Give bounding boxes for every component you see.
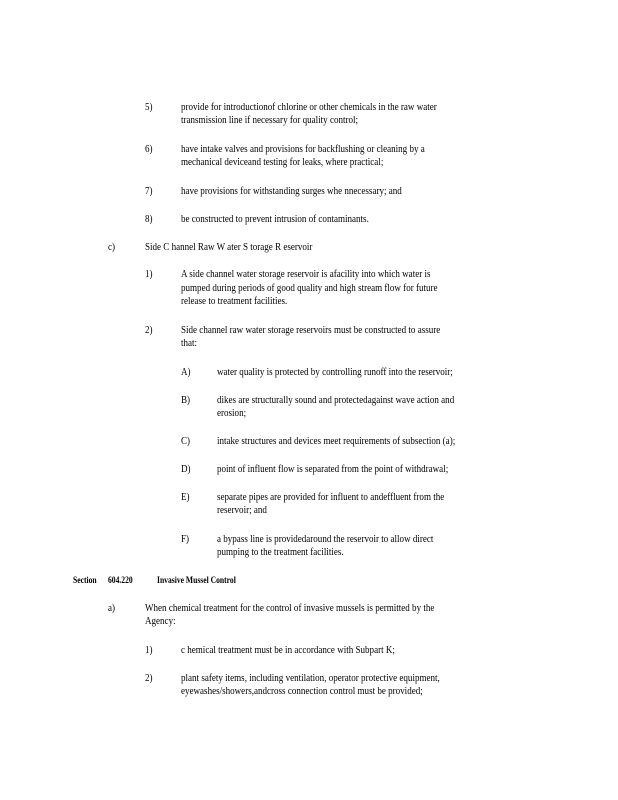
list-number: 1): [145, 645, 153, 656]
list-item-text: Side channel raw water storage reservoirs must be constructed to assure: [181, 325, 441, 336]
subsection-title: Side C hannel Raw W ater S torage R eservoir: [145, 242, 313, 253]
list-item-text: have intake valves and provisions for backflushing or cleaning by a: [181, 144, 425, 155]
sub-item-text: dikes are structurally sound and protectedagainst wave action and: [217, 395, 455, 406]
sub-item-text: reservoir; and: [217, 505, 267, 516]
sub-item-text: point of influent flow is separated from the point of withdrawal;: [217, 464, 449, 475]
list-item-text: provide for introductionof chlorine or other chemicals in the raw water: [181, 102, 437, 113]
section-title: Invasive Mussel Control: [157, 576, 236, 586]
sub-item-text: a bypass line is providedaround the reservoir to allow direct: [217, 534, 434, 545]
list-item-text: have provisions for withstanding surges whe nnecessary; and: [181, 186, 402, 197]
section-label: Section: [73, 576, 97, 586]
list-item-text: that:: [181, 338, 198, 349]
list-number: 2): [145, 673, 153, 684]
list-number: 1): [145, 269, 153, 280]
list-item-text: be constructed to prevent intrusion of contaminants.: [181, 214, 369, 225]
subsection-letter: c): [108, 242, 116, 253]
list-number: 8): [145, 214, 153, 225]
sub-item-text: separate pipes are provided for influent to andeffluent from the: [217, 492, 445, 503]
list-item-text: plant safety items, including ventilation, operator protective equipment,: [181, 673, 440, 684]
list-number: 7): [145, 186, 153, 197]
list-item-text: transmission line if necessary for quality control;: [181, 115, 359, 126]
list-item-text: eyewashes/showers,andcross connection control must be provided;: [181, 686, 423, 697]
list-number: 6): [145, 144, 153, 155]
sub-item-text: water quality is protected by controlling runoff into the reservoir;: [217, 367, 453, 378]
sub-item-letter: D): [181, 464, 191, 475]
list-number: 5): [145, 102, 153, 113]
sub-item-letter: E): [181, 492, 190, 503]
subsection-text: When chemical treatment for the control of invasive mussels is permitted by the: [145, 603, 435, 614]
sub-item-letter: F): [181, 534, 190, 545]
sub-item-letter: C): [181, 436, 191, 447]
list-item-text: A side channel water storage reservoir is afacility into which water is: [181, 269, 431, 280]
section-number: 604.220: [108, 576, 133, 586]
list-item-text: release to treatment facilities.: [181, 296, 288, 307]
list-number: 2): [145, 325, 153, 336]
sub-item-letter: A): [181, 367, 191, 378]
subsection-text: Agency:: [145, 616, 176, 627]
list-item-text: pumped during periods of good quality and high stream flow for future: [181, 283, 438, 294]
sub-item-text: pumping to the treatment facilities.: [217, 547, 344, 558]
sub-item-text: erosion;: [217, 408, 247, 419]
list-item-text: mechanical deviceand testing for leaks, where practical;: [181, 157, 384, 168]
sub-item-letter: B): [181, 395, 191, 406]
sub-item-text: intake structures and devices meet requirements of subsection (a);: [217, 436, 456, 447]
list-item-text: c hemical treatment must be in accordance with Subpart K;: [181, 645, 395, 656]
subsection-letter: a): [108, 603, 116, 614]
